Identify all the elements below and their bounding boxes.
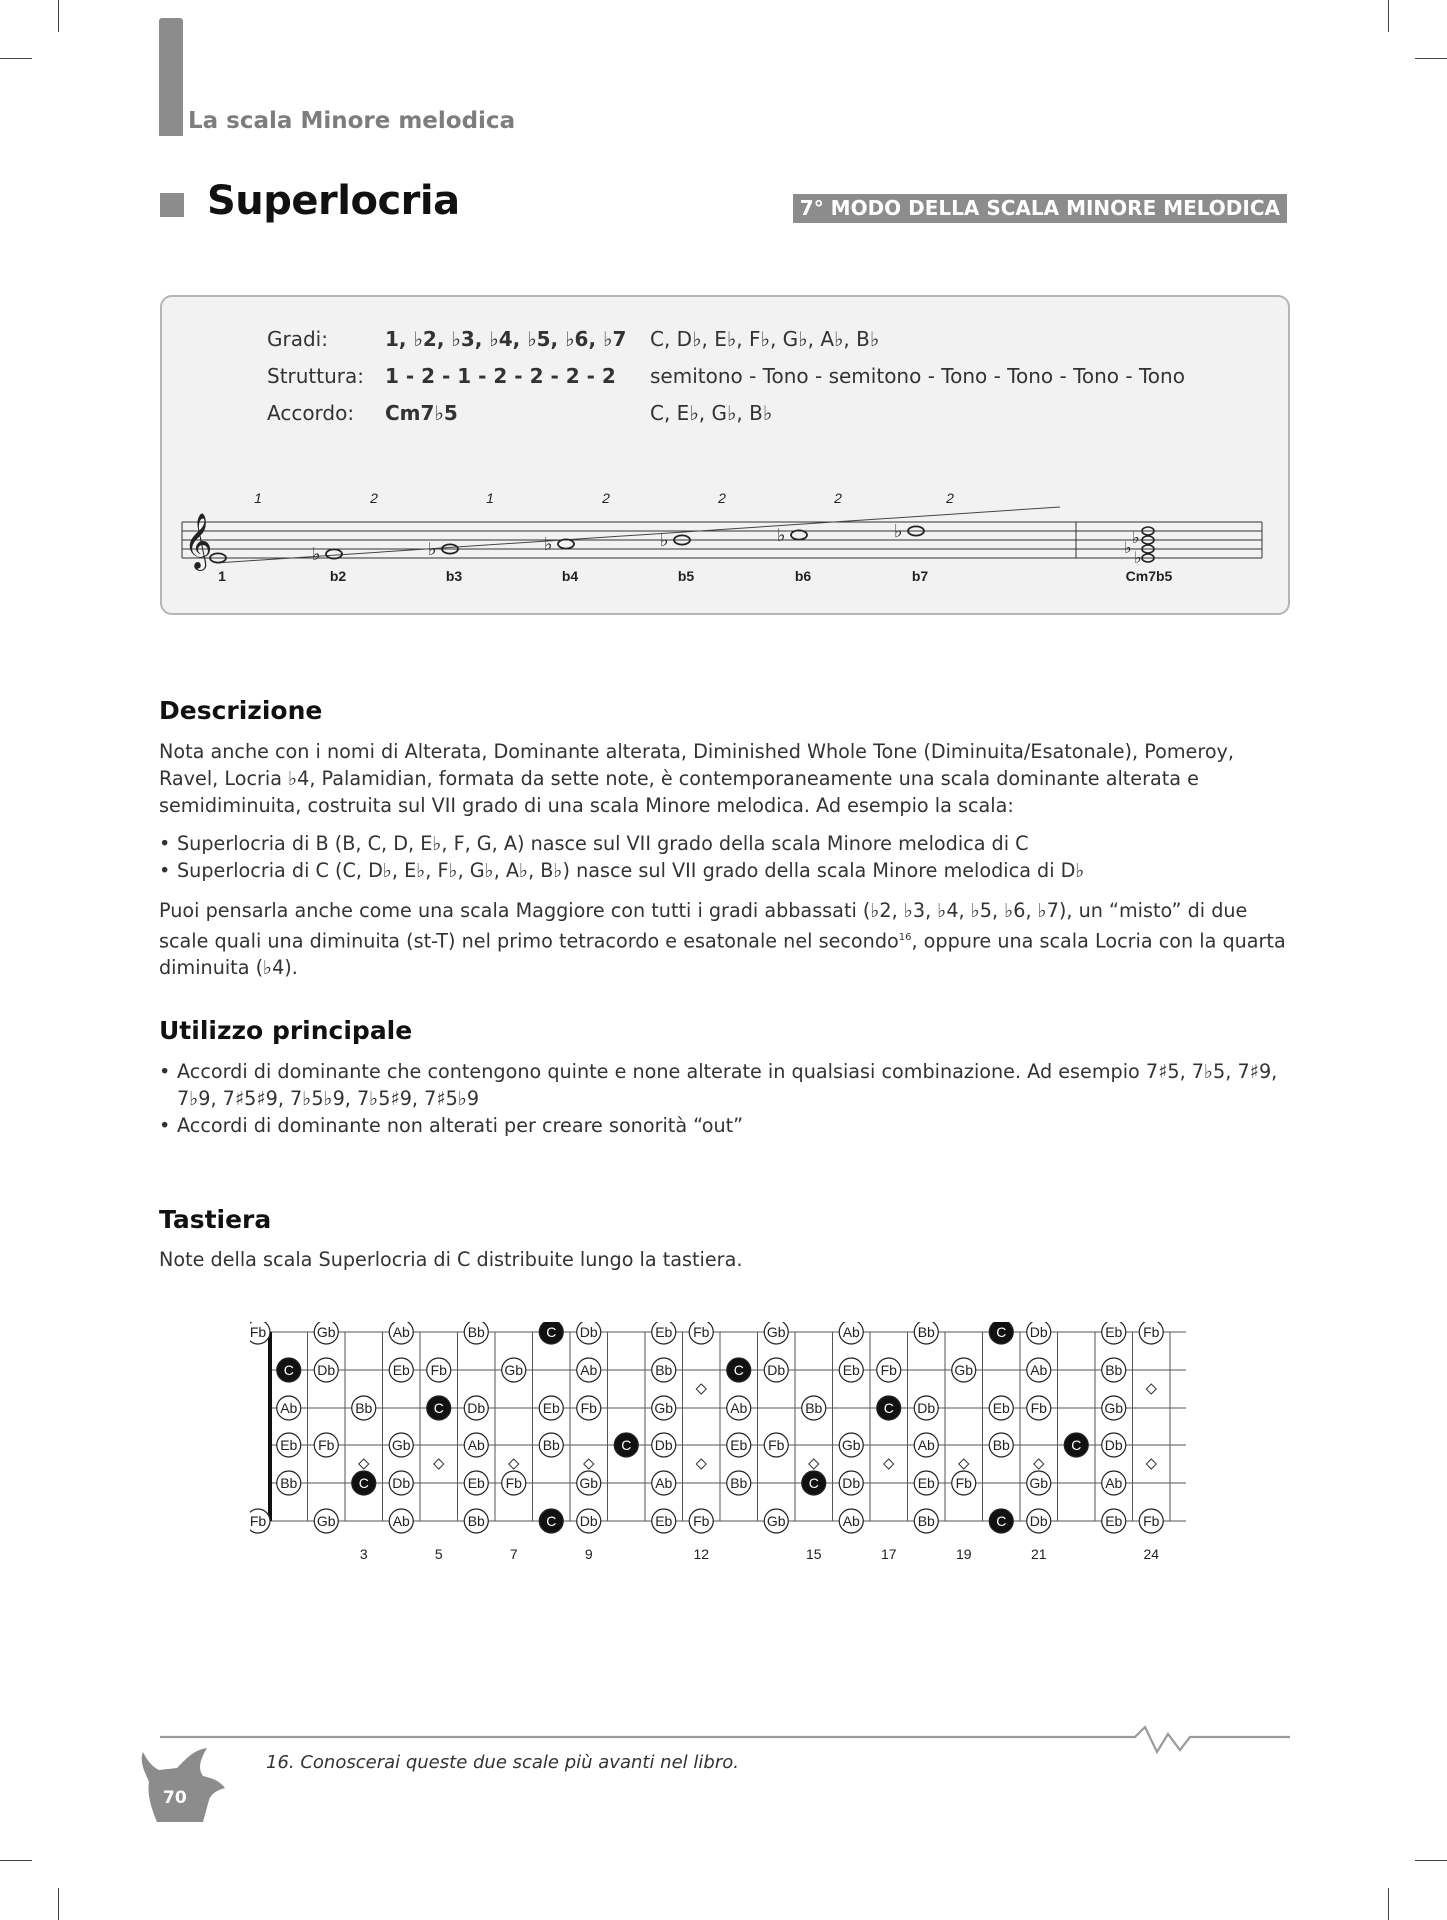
fret-number: 7 [509,1546,518,1562]
fret-note [577,1471,601,1495]
svg-text:Eb: Eb [542,1400,560,1416]
inlay-marker [696,1459,706,1469]
descrizione-paragraph-1: Nota anche con i nomi di Alterata, Dominante alterata, Diminished Whole Tone (Diminuita/Esatonale), Pomeroy, Ravel, Locria ♭4, Palamidian, formata da sette note, è contemporaneamente una scala dominante alterata e semidiminuita, costruita sul VII grado di una scala Minore melodica. Ad esempio la scala: [159,740,1235,817]
fret-note [614,1433,638,1457]
svg-text:Gb: Gb [391,1437,411,1453]
chapter-tab [159,18,183,136]
svg-text:Ab: Ab [580,1362,598,1378]
svg-text:Fb: Fb [1030,1400,1047,1416]
svg-text:Gb: Gb [766,1324,786,1340]
fret-note [1102,1509,1126,1533]
svg-text:Db: Db [917,1400,936,1416]
inlay-marker [809,1459,819,1469]
fret-note [764,1322,788,1344]
fret-note [277,1358,301,1382]
svg-text:Ab: Ab [655,1475,673,1491]
svg-text:Ab: Ab [730,1400,748,1416]
fret-note [1027,1322,1051,1344]
fret-note [952,1358,976,1382]
fret-note [539,1433,563,1457]
fret-note [877,1358,901,1382]
formula-gradi: 1, ♭2, ♭3, ♭4, ♭5, ♭6, ♭7 [385,327,627,351]
svg-text:Gb: Gb [654,1400,674,1416]
fret-note [1027,1358,1051,1382]
fret-note [989,1322,1013,1344]
fret-note [839,1471,863,1495]
running-header: La scala Minore melodica [188,108,516,134]
fret-note [250,1509,270,1533]
fret-note [1102,1471,1126,1495]
mode-badge: 7° MODO DELLA SCALA MINORE MELODICA [793,194,1287,223]
notes-gradi: C, D♭, E♭, F♭, G♭, A♭, B♭ [650,327,880,351]
svg-text:Eb: Eb [730,1437,748,1453]
crop-mark [1388,0,1389,32]
treble-clef-icon: 𝄞 [184,513,213,569]
notes-struttura: semitono - Tono - semitono - Tono - Tono - Tono - Tono [650,364,1185,388]
fret-note [1064,1433,1088,1457]
fret-note [914,1396,938,1420]
chord-notes [1142,527,1154,562]
fret-note [1102,1358,1126,1382]
crop-mark [1388,1888,1389,1920]
svg-text:Bb: Bb [280,1475,298,1491]
svg-text:Fb: Fb [580,1400,597,1416]
fret-number: 15 [805,1546,822,1562]
svg-text:C: C [546,1513,557,1529]
label-struttura: Struttura: [267,364,365,388]
fret-note [314,1358,338,1382]
interval-label: 2 [718,490,726,506]
fret-note [877,1396,901,1420]
fret-note [277,1433,301,1457]
fret-note [764,1509,788,1533]
interval-label: 2 [834,490,842,506]
fret-note [652,1433,676,1457]
flat-icon: ♭ [544,534,553,555]
degree-label: b7 [911,568,929,584]
fret-note [689,1509,713,1533]
svg-text:Gb: Gb [841,1437,861,1453]
nut [268,1332,272,1521]
svg-text:C: C [546,1324,557,1340]
inlay-marker [584,1459,594,1469]
crop-mark [58,1888,59,1920]
chord-flats [1124,528,1142,567]
svg-text:Bb: Bb [655,1362,673,1378]
fret-note [427,1358,451,1382]
inlay-marker [359,1459,369,1469]
fret-note [839,1509,863,1533]
fret-note [764,1358,788,1382]
fret-note [727,1471,751,1495]
svg-text:Bb: Bb [467,1513,485,1529]
fret-note [802,1396,826,1420]
svg-text:Gb: Gb [1029,1475,1049,1491]
fret-note [389,1322,413,1344]
mascot-hand-icon [137,1746,227,1826]
degree-label: 1 [218,568,226,584]
title-square-icon [160,193,184,217]
flat-icon: ♭ [428,539,437,560]
svg-text:C: C [808,1475,819,1491]
svg-text:Db: Db [1104,1437,1123,1453]
svg-text:Gb: Gb [766,1513,786,1529]
fret-note [839,1322,863,1344]
crop-mark [0,1860,32,1861]
svg-text:Fb: Fb [505,1475,522,1491]
flat-icon: ♭ [894,521,903,542]
svg-text:Eb: Eb [655,1513,673,1529]
fret-note [577,1358,601,1382]
svg-text:Db: Db [654,1437,673,1453]
fret-number: 9 [584,1546,593,1562]
svg-text:Eb: Eb [392,1362,410,1378]
fret-note [539,1322,563,1344]
svg-text:♭: ♭ [1132,528,1140,547]
flat-icon: ♭ [777,525,786,546]
svg-text:Fb: Fb [880,1362,897,1378]
fret-note [539,1509,563,1533]
fret-note [577,1509,601,1533]
fret-number: 3 [359,1546,368,1562]
fret-note [652,1396,676,1420]
svg-text:Eb: Eb [917,1475,935,1491]
crop-mark [58,0,59,32]
fret-note [502,1358,526,1382]
fret-note [989,1396,1013,1420]
svg-text:Ab: Ab [392,1324,410,1340]
inlay-marker [884,1459,894,1469]
list-item: • Accordi di dominante che contengono quinte e none alterate in qualsiasi combinazione. Ad esempio 7♯5, 7♭5, 7♯9, 7♭9, 7♯5♯9, 7♭5♭9, 7♭5♯9, 7♯5♭9 [159,1060,1278,1110]
svg-text:Db: Db [767,1362,786,1378]
crop-mark [1415,1860,1447,1861]
svg-text:Bb: Bb [542,1437,560,1453]
svg-text:C: C [621,1437,632,1453]
svg-text:Gb: Gb [954,1362,974,1378]
svg-text:Eb: Eb [655,1324,673,1340]
svg-text:♭: ♭ [1134,548,1142,567]
inlay-marker [509,1459,519,1469]
formula-accordo: Cm7♭5 [385,401,458,425]
svg-text:Gb: Gb [504,1362,524,1378]
interval-label: 2 [946,490,954,506]
svg-text:Fb: Fb [250,1513,267,1529]
svg-text:Gb: Gb [316,1513,336,1529]
list-item: • Accordi di dominante non alterati per creare sonorità “out” [159,1114,744,1137]
fret-note [314,1509,338,1533]
fret-number: 24 [1143,1546,1160,1562]
degree-label: b6 [794,568,812,584]
interval-label: 1 [486,490,494,506]
degree-label: b2 [329,568,347,584]
staff-note [791,530,807,539]
tastiera-text: Note della scala Superlocria di C distribuite lungo la tastiera. [159,1248,743,1271]
fret-note [389,1471,413,1495]
fret-note [464,1471,488,1495]
fret-note [502,1471,526,1495]
fret-note [427,1396,451,1420]
interval-label: 1 [254,490,262,506]
svg-text:Db: Db [392,1475,411,1491]
degree-label: b5 [677,568,695,584]
svg-text:Ab: Ab [842,1324,860,1340]
fret-note [277,1396,301,1420]
svg-text:C: C [433,1400,444,1416]
fret-note [352,1396,376,1420]
svg-text:Bb: Bb [1105,1362,1123,1378]
label-gradi: Gradi: [267,327,328,351]
svg-text:Bb: Bb [467,1324,485,1340]
svg-text:Db: Db [1029,1324,1048,1340]
fret-note [839,1433,863,1457]
fret-note [1027,1396,1051,1420]
inlay-marker [434,1459,444,1469]
svg-text:Fb: Fb [430,1362,447,1378]
fret-note [652,1471,676,1495]
inlay-marker [959,1459,969,1469]
staff-note [326,549,342,558]
svg-text:Eb: Eb [467,1475,485,1491]
svg-text:C: C [283,1362,294,1378]
fret-note [314,1433,338,1457]
fret-note [689,1322,713,1344]
inlay-marker [696,1384,706,1394]
fret-note [1139,1509,1163,1533]
fret-note [464,1433,488,1457]
svg-text:Db: Db [317,1362,336,1378]
fret-note [989,1433,1013,1457]
fret-note [839,1358,863,1382]
descrizione-paragraph-2: Puoi pensarla anche come una scala Maggiore con tutti i gradi abbassati (♭2, ♭3, ♭4, ♭5, ♭6, ♭7), un “misto” di due scale quali una diminuita (st-T) nel primo tetracordo e esatonale nel secondo$^{16}$, oppure una scala Locria con la quarta diminuita (♭4). [159,899,1286,980]
svg-text:♭: ♭ [1124,538,1132,557]
svg-text:Eb: Eb [1105,1513,1123,1529]
fret-number: 5 [434,1546,443,1562]
fret-note [914,1433,938,1457]
svg-text:Gb: Gb [579,1475,599,1491]
fret-note [727,1358,751,1382]
svg-text:Db: Db [579,1513,598,1529]
svg-text:C: C [358,1475,369,1491]
fret-note [652,1509,676,1533]
fret-note [352,1471,376,1495]
fret-number: 17 [880,1546,897,1562]
fret-note [389,1358,413,1382]
fretboard-diagram [250,1322,1200,1582]
svg-text:Fb: Fb [1143,1513,1160,1529]
svg-text:C: C [883,1400,894,1416]
svg-text:Bb: Bb [917,1513,935,1529]
fret-note [1027,1509,1051,1533]
svg-text:Ab: Ab [1030,1362,1048,1378]
fret-note [464,1396,488,1420]
svg-text:Fb: Fb [955,1475,972,1491]
fret-note [652,1358,676,1382]
fret-note [727,1433,751,1457]
svg-text:Fb: Fb [250,1324,267,1340]
svg-text:Fb: Fb [1143,1324,1160,1340]
heading-descrizione: Descrizione [159,696,323,725]
fret-note [464,1322,488,1344]
fret-note [1102,1433,1126,1457]
chord-label: Cm7b5 [1125,568,1173,584]
fret-note [914,1509,938,1533]
fret-note [1139,1322,1163,1344]
svg-text:Gb: Gb [1104,1400,1124,1416]
fret-note [250,1322,270,1344]
crop-mark [1415,58,1447,59]
svg-text:Bb: Bb [992,1437,1010,1453]
formula-struttura: 1 - 2 - 1 - 2 - 2 - 2 - 2 [385,364,616,388]
heading-utilizzo: Utilizzo principale [159,1016,413,1045]
fret-note [802,1471,826,1495]
fret-note [464,1509,488,1533]
svg-text:C: C [1071,1437,1082,1453]
svg-text:C: C [733,1362,744,1378]
flat-icon: ♭ [312,544,321,565]
svg-text:Ab: Ab [467,1437,485,1453]
fret-note [989,1509,1013,1533]
list-item: • Superlocria di B (B, C, D, E♭, F, G, A) nasce sul VII grado della scala Minore melodica di C [159,832,1029,855]
fret-note [539,1396,563,1420]
svg-text:Db: Db [1029,1513,1048,1529]
page-title: Superlocria [207,178,460,224]
music-staff [174,487,1274,587]
fret-number: 21 [1030,1546,1047,1562]
page-number: 70 [163,1788,187,1808]
svg-text:Bb: Bb [730,1475,748,1491]
svg-text:Fb: Fb [768,1437,785,1453]
svg-text:Db: Db [467,1400,486,1416]
svg-text:Bb: Bb [355,1400,373,1416]
fret-note [1102,1322,1126,1344]
degree-label: b4 [561,568,579,584]
svg-text:Fb: Fb [318,1437,335,1453]
footnote-ref: 16 [898,932,912,943]
degree-label: b3 [445,568,463,584]
fret-note [1102,1396,1126,1420]
svg-text:C: C [996,1324,1007,1340]
svg-text:Fb: Fb [693,1513,710,1529]
svg-text:Ab: Ab [842,1513,860,1529]
fret-note [914,1471,938,1495]
inlay-marker [1034,1459,1044,1469]
heading-tastiera: Tastiera [159,1205,272,1234]
scale-info-box [160,295,1290,615]
fret-note [577,1396,601,1420]
svg-text:C: C [996,1513,1007,1529]
fret-note [1027,1471,1051,1495]
fret-number: 12 [693,1546,710,1562]
svg-text:Db: Db [579,1324,598,1340]
svg-text:Bb: Bb [805,1400,823,1416]
svg-text:Ab: Ab [917,1437,935,1453]
fret-note [389,1433,413,1457]
fret-note [314,1322,338,1344]
svg-text:Ab: Ab [392,1513,410,1529]
fret-note [389,1509,413,1533]
svg-text:Eb: Eb [842,1362,860,1378]
label-accordo: Accordo: [267,401,355,425]
svg-text:Bb: Bb [917,1324,935,1340]
svg-text:Eb: Eb [1105,1324,1123,1340]
staff-note [558,539,574,548]
list-item: • Superlocria di C (C, D♭, E♭, F♭, G♭, A♭, B♭) nasce sul VII grado della scala Minore melodica di D♭ [159,859,1085,882]
interval-label: 2 [370,490,378,506]
fret-note [652,1322,676,1344]
flat-icon: ♭ [660,530,669,551]
svg-text:Eb: Eb [992,1400,1010,1416]
fret-note [764,1433,788,1457]
svg-text:Db: Db [842,1475,861,1491]
fret-note [577,1322,601,1344]
svg-text:Eb: Eb [280,1437,298,1453]
inlay-marker [1146,1384,1156,1394]
svg-text:Ab: Ab [280,1400,298,1416]
svg-text:Ab: Ab [1105,1475,1123,1491]
svg-text:Fb: Fb [693,1324,710,1340]
fret-note [952,1471,976,1495]
inlay-marker [1146,1459,1156,1469]
svg-text:Gb: Gb [316,1324,336,1340]
fret-note [914,1322,938,1344]
fret-note [727,1396,751,1420]
notes-accordo: C, E♭, G♭, B♭ [650,401,773,425]
footnote: 16. Conoscerai queste due scale più avanti nel libro. [266,1752,739,1773]
interval-label: 2 [602,490,610,506]
fret-note [277,1471,301,1495]
crop-mark [0,58,32,59]
fret-number: 19 [955,1546,972,1562]
